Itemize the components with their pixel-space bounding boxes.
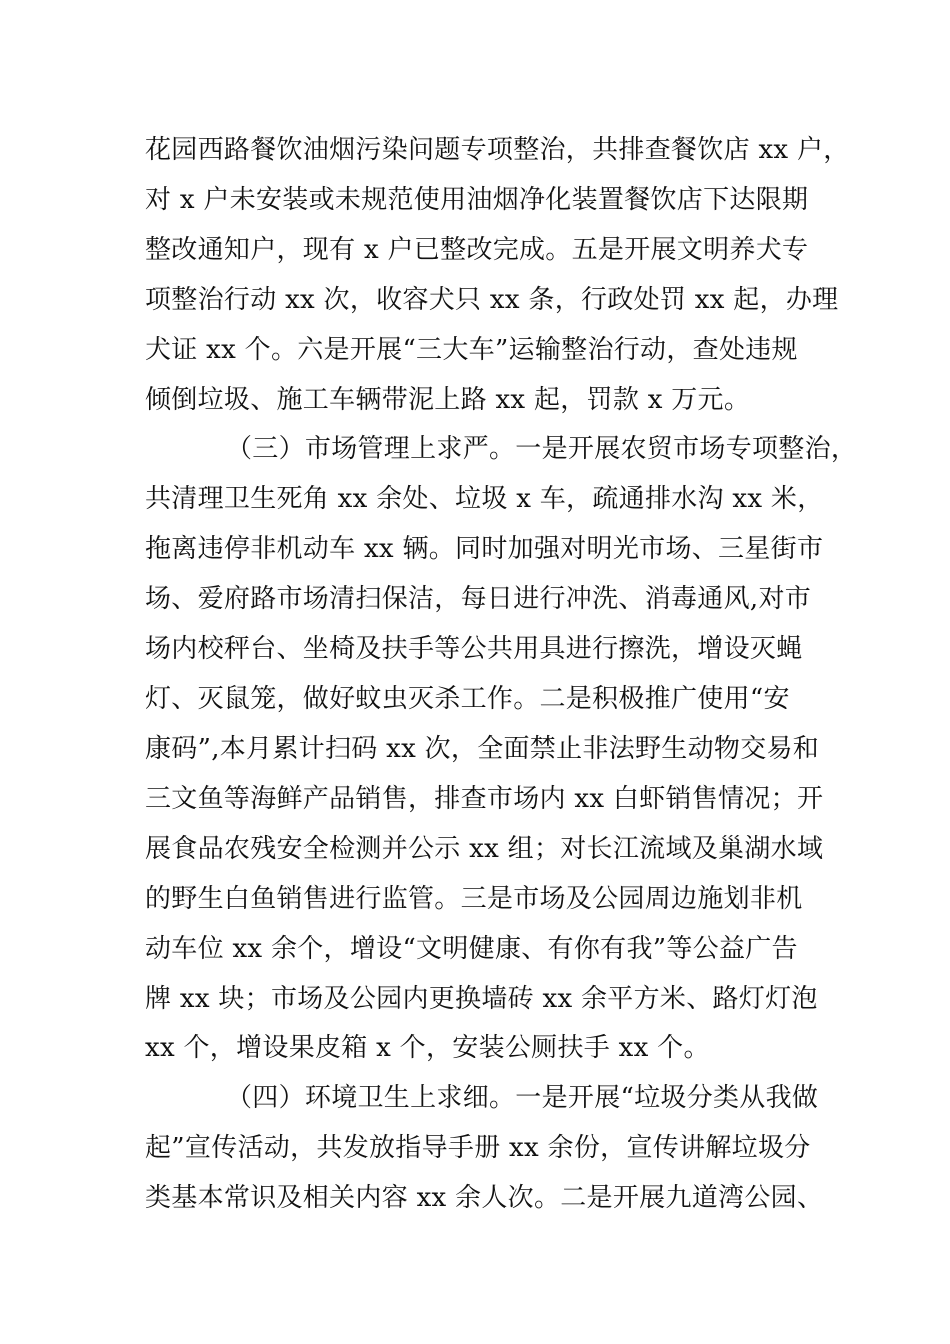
text-line: 牌 xx 块；市场及公园内更换墙砖 xx 余平方米、路灯灯泡 <box>145 984 818 1014</box>
text-line: 对 x 户未安装或未规范使用油烟净化装置餐饮店下达限期 <box>145 185 809 215</box>
text-line: 项整治行动 xx 次，收容犬只 xx 条，行政处罚 xx 起，办理 <box>145 285 839 315</box>
text-line: 的野生白鱼销售进行监管。三是市场及公园周边施划非机 <box>145 884 803 914</box>
section-heading-line: （四）环境卫生上求细。一是开展“垃圾分类从我做 <box>226 1083 819 1113</box>
text-line: 花园西路餐饮油烟污染问题专项整治，共排查餐饮店 xx 户， <box>145 135 850 165</box>
text-line: 起”宣传活动，共发放指导手册 xx 余份，宣传讲解垃圾分 <box>145 1133 811 1163</box>
text-line: 康码”,本月累计扫码 xx 次，全面禁止非法野生动物交易和 <box>145 734 820 764</box>
text-line: 共清理卫生死角 xx 余处、垃圾 x 车，疏通排水沟 xx 米， <box>145 484 824 514</box>
text-line: 灯、灭鼠笼，做好蚊虫灭杀工作。二是积极推广使用“安 <box>145 684 790 714</box>
text-line: 场内校秤台、坐椅及扶手等公共用具进行擦洗，增设灭蝇 <box>145 634 803 664</box>
text-line: 三文鱼等海鲜产品销售，排查市场内 xx 白虾销售情况；开 <box>145 784 824 814</box>
section-heading-line: （三）市场管理上求严。一是开展农贸市场专项整治， <box>226 434 858 464</box>
text-line: 倾倒垃圾、施工车辆带泥上路 xx 起，罚款 x 万元。 <box>145 385 751 415</box>
text-line: xx 个，增设果皮箱 x 个，安装公厕扶手 xx 个。 <box>145 1033 710 1063</box>
text-line: 场、爱府路市场清扫保洁，每日进行冲洗、消毒通风,对市 <box>145 584 812 614</box>
text-line: 整改通知户，现有 x 户已整改完成。五是开展文明养犬专 <box>145 235 809 265</box>
text-line: 拖离违停非机动车 xx 辆。同时加强对明光市场、三星街市 <box>145 534 824 564</box>
text-line: 展食品农残安全检测并公示 xx 组；对长江流域及巢湖水域 <box>145 834 824 864</box>
text-line: 类基本常识及相关内容 xx 余人次。二是开展九道湾公园、 <box>145 1183 824 1213</box>
text-line: 犬证 xx 个。六是开展“三大车”运输整治行动，查处违规 <box>145 335 798 365</box>
text-line: 动车位 xx 余个，增设“文明健康、有你有我”等公益广告 <box>145 934 798 964</box>
